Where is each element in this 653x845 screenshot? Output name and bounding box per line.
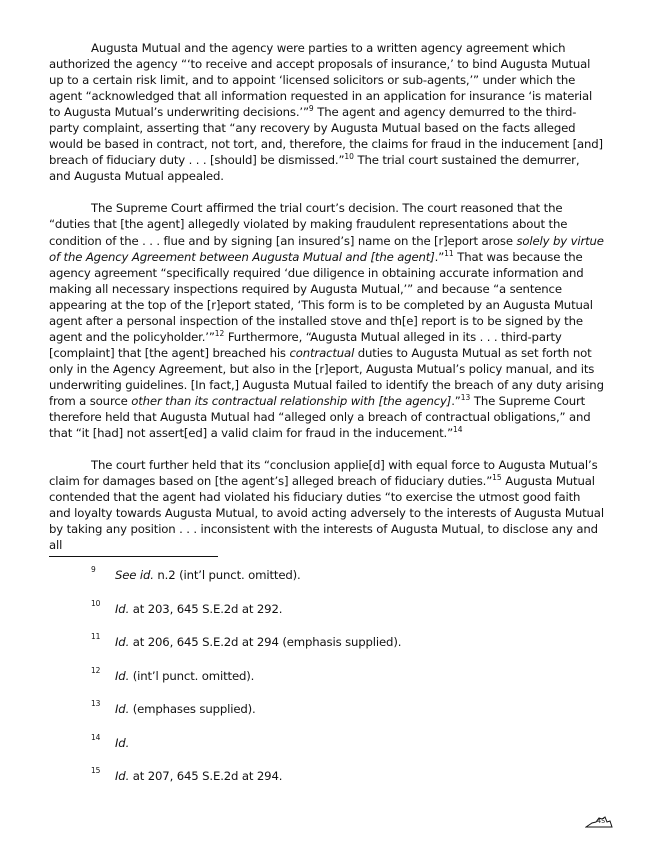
text-run: n.2 (int’l punct. omitted).: [153, 568, 301, 582]
footnote-number: 9: [91, 565, 96, 574]
footnote-text: [115, 568, 301, 582]
footnote-number: 14: [91, 732, 101, 742]
text-run: .”: [451, 393, 461, 408]
text-run: That was because the agency agreement “specifically required ‘due diligence in obtaining accurate information and making all necessary inspections required by Augusta Mutual,’” and because “a sentence appearing at the top of the [r]eport stated, ‘This form is to be completed by an Augusta Mutual agent after a personal inspection of the installed stove and th[e] report is to be signed by the agent and the policyholder.’”: [49, 249, 593, 344]
body-text: [49, 40, 604, 553]
text-run: The agent and agency demurred to the third-party complaint, asserting that “any recovery by Augusta Mutual based on the facts alleged would be based in contract, not tort, and, therefore, the claims for fraud in the inducement [and] breach of fiduciary duty . . . [should] be dismissed.”: [49, 105, 603, 168]
body-paragraph: [49, 200, 604, 441]
emphasized-text: See id.: [115, 568, 154, 582]
footnote: [91, 700, 591, 734]
footnote-number: 10: [91, 598, 101, 608]
footnote: [91, 566, 591, 600]
footnote: [91, 667, 591, 701]
footnote-reference: 10: [344, 152, 354, 162]
text-run: (int’l punct. omitted).: [129, 668, 255, 683]
footnote-number: 11: [91, 632, 101, 641]
text-run: Augusta Mutual contended that the agent had violated his fiduciary duties “to exercise the utmost good faith and loyalty towards Augusta Mutual, to avoid acting adversely to the interests of Augusta Mutual by taking any position . . . inconsistent with the interests of Augusta Mutual, to disclose any and all: [49, 474, 604, 553]
emphasized-text: other than its contractual relationship with [the agency]: [131, 393, 452, 408]
footnote-text: [115, 769, 282, 783]
text-run: The Supreme Court therefore held that Augusta Mutual had “alleged only a breach of contractual obligations,” and that “it [had] not assert[ed] a valid claim for fraud in the inducement.”: [49, 393, 591, 441]
text-run: duties to Augusta Mutual as set forth not only in the Agency Agreement, but also in the [r]eport, Augusta Mutual’s policy manual, and its underwriting guidelines. [In fact,] Augusta Mutual failed to identify the breach of any duty arising from a source: [49, 345, 604, 408]
text-run: Augusta Mutual and the agency were parties to a written agency agreement which authorized the agency “‘to receive and accept proposals of insurance,’ to bind Augusta Mutual up to a certain risk limit, and to appoint ‘licensed solicitors or sub-agents,’” under which the agent “acknowledged that all information requested in an application for insurance ‘is material to Augusta Mutual’s underwriting decisions.’”: [49, 41, 593, 120]
footnote-text: [115, 602, 282, 616]
page-number-mark: [585, 813, 613, 829]
footnote-text: [115, 635, 401, 649]
footnote: [91, 633, 591, 667]
footnote-text: [115, 736, 129, 750]
emphasized-text: Id.: [115, 635, 130, 649]
emphasized-text: Id.: [115, 735, 130, 750]
text-run: The court further held that its “conclusion applie[d] with equal force to Augusta Mutual’s claim for damages based on [the agent’s] alleged breach of fiduciary duties.”: [49, 458, 598, 489]
text-run: at 206, 645 S.E.2d at 294 (emphasis supplied).: [129, 635, 402, 649]
text-run: at 203, 645 S.E.2d at 292.: [129, 601, 283, 616]
text-run: Furthermore, “Augusta Mutual alleged in its . . . third-party [complaint] that [the agent] breached his: [49, 329, 562, 360]
text-run: The Supreme Court affirmed the trial court’s decision. The court reasoned that the “duties that [the agent] allegedly violated by making fraudulent representations about the condition of the . . . flue and by signing [an insured’s] name on the [r]eport arose: [49, 201, 568, 248]
footnote-number: 15: [91, 766, 101, 775]
footnote-separator: [49, 556, 218, 557]
footnote-reference: 9: [308, 104, 314, 114]
emphasized-text: contractual: [289, 345, 355, 360]
body-paragraph: [49, 457, 604, 553]
footnote-text: [115, 669, 254, 683]
body-paragraph: [49, 40, 604, 184]
footnote-number: 12: [91, 665, 101, 675]
page-number: 45: [597, 817, 606, 825]
footnote: [91, 767, 591, 801]
text-run: (emphases supplied).: [129, 702, 256, 716]
footnotes: [91, 566, 591, 801]
emphasized-text: Id.: [115, 702, 130, 716]
emphasized-text: Id.: [115, 769, 130, 783]
footnote-reference: 11: [444, 248, 454, 258]
emphasized-text: Id.: [115, 601, 130, 616]
footnote-number: 13: [91, 699, 101, 708]
text-run: at 207, 645 S.E.2d at 294.: [129, 769, 283, 783]
emphasized-text: solely by virtue of the Agency Agreement between Augusta Mutual and [the agent]: [49, 233, 604, 264]
footnote-reference: 15: [492, 473, 502, 483]
footnote: [91, 600, 591, 634]
text-run: The trial court sustained the demurrer, and Augusta Mutual appealed.: [49, 153, 580, 184]
footnote-reference: 13: [460, 392, 471, 402]
emphasized-text: Id.: [115, 668, 130, 683]
footnote: [91, 734, 591, 768]
footnote-text: [115, 702, 256, 716]
footnote-reference: 14: [453, 425, 463, 435]
text-run: .”: [434, 249, 445, 264]
footnote-reference: 12: [214, 328, 225, 338]
